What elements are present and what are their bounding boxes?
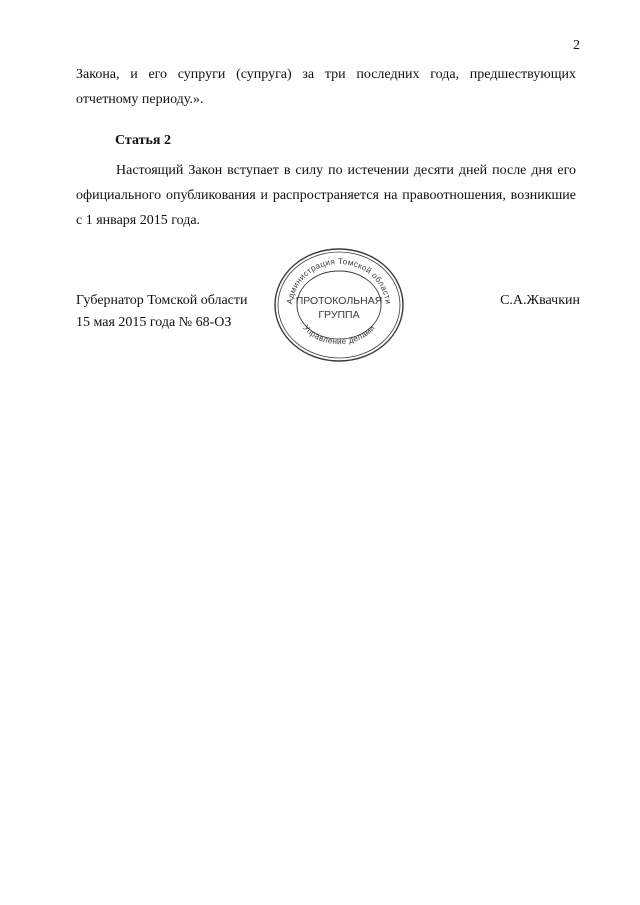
article-heading: Статья 2 <box>115 133 171 148</box>
stamp-outer-text-top: Администрация Томской области <box>285 256 393 305</box>
stamp-outer-text-bottom: Управление делами <box>301 323 377 347</box>
page-number: 2 <box>573 38 580 53</box>
law-date-number: 15 мая 2015 года № 68-ОЗ <box>76 315 232 330</box>
paragraph-line: официального опубликования и распространяется на правоотношения, возникшие <box>76 188 576 203</box>
stamp-center-line-2: ГРУППА <box>318 309 360 321</box>
signatory-title: Губернатор Томской области <box>76 293 248 308</box>
stamp-center-line-1: ПРОТОКОЛЬНАЯ <box>295 295 383 307</box>
official-stamp-icon <box>272 246 406 364</box>
paragraph-line: отчетному периоду.». <box>76 92 204 107</box>
paragraph-line: Закона, и его супруги (супруга) за три последних года, предшествующих <box>76 67 576 82</box>
paragraph-line: с 1 января 2015 года. <box>76 213 201 228</box>
paragraph-continuation <box>76 62 576 112</box>
signatory-name: С.А.Жвачкин <box>500 293 580 308</box>
article-body <box>76 158 576 233</box>
svg-text:Управление делами <box>301 323 376 346</box>
paragraph-line: Настоящий Закон вступает в силу по истечении десяти дней после дня его <box>116 163 576 178</box>
